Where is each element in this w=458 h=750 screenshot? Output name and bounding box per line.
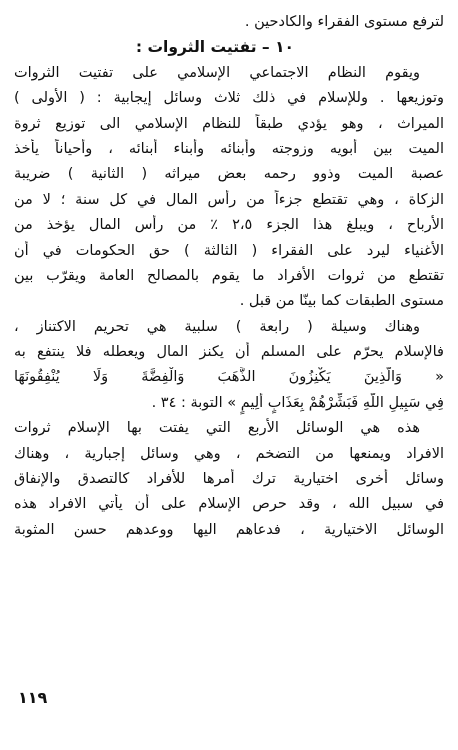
text-line: وسائل أخرى اختيارية ترك أمرها للأفراد كالتصدق والإنفاق [14, 471, 444, 488]
text-line: ويقوم النظام الاجتماعي الإسلامي على تفتيت الثروات [14, 64, 420, 81]
text-line: الأغنياء ليرد على الفقراء ( الثالثة ) حق الحكومات في أن [14, 242, 444, 259]
text-line: تقتطع من ثروات الأفراد ما يقوم بالمصالح العامة ويقرّب بين [14, 267, 444, 284]
text-line: في سبيل الله ، وقد حرص الإسلام على أن يأتي الافراد هذه [14, 496, 444, 513]
quran-verse-line: « وَالَّذِينَ يَكْنِزُونَ الذَّهَبَ وَالْفِضَّةَ وَلَا يُنْفِقُونَهَا [14, 369, 444, 386]
book-page [14, 12, 444, 750]
text-line: هذه هي الوسائل الأربع التي يفتت بها الإسلام ثروات [14, 420, 420, 437]
text-line: وهناك وسيلة ( رابعة ) سلبية هي تحريم الاكتناز ، [14, 318, 420, 335]
text-line: فالإسلام يحرّم على المسلم أن يكنز المال ويعطله فلا ينتفع به [14, 344, 444, 361]
section-heading: ١٠ – تفتيت الثروات : [135, 38, 294, 57]
text-line: الافراد ويمنعها من التضخم ، وهي وسائل إجبارية ، وهناك [14, 445, 444, 462]
text-line: عصبة الميت وذوو رحمه بعض ميراثه ( الثانية ) ضريبة [14, 166, 444, 183]
text-line: الميراث ، وهو يؤدي طبقاً للنظام الإسلامي الى توزيع ثروة [14, 115, 444, 132]
text-line: الوسائل الاختيارية ، فدعاهم اليها ووعدهم حسن المثوبة [14, 521, 444, 538]
text-line: مستوى الطبقات كما بينّا من قبل . [239, 293, 444, 310]
text-line: الزكاة ، وهي تقتطع جزءاً من رأس المال في كل سنة ؛ لا من [14, 191, 444, 208]
text-line: وتوزيعها . وللإسلام في ذلك ثلاث وسائل إيجابية : ( الأولى ) [14, 90, 444, 107]
quran-verse-line: فِي سَبِيلِ اللَّهِ فَبَشِّرْهُمْ بِعَذَابٍ أَلِيمٍ » التوبة : ٣٤ . [151, 394, 444, 411]
text-line: لترفع مستوى الفقراء والكادحين . [244, 14, 444, 30]
text-line: الأرباح ، ويبلغ هذا الجزء ٢،٥ ٪ من رأس المال يؤخذ من [14, 217, 444, 234]
text-line: الميت بين أبويه وزوجته وأبنائه وأبناء أبنائه ، وأحياناً يأخذ [14, 140, 444, 157]
page-number: ١١٩ [18, 688, 48, 707]
